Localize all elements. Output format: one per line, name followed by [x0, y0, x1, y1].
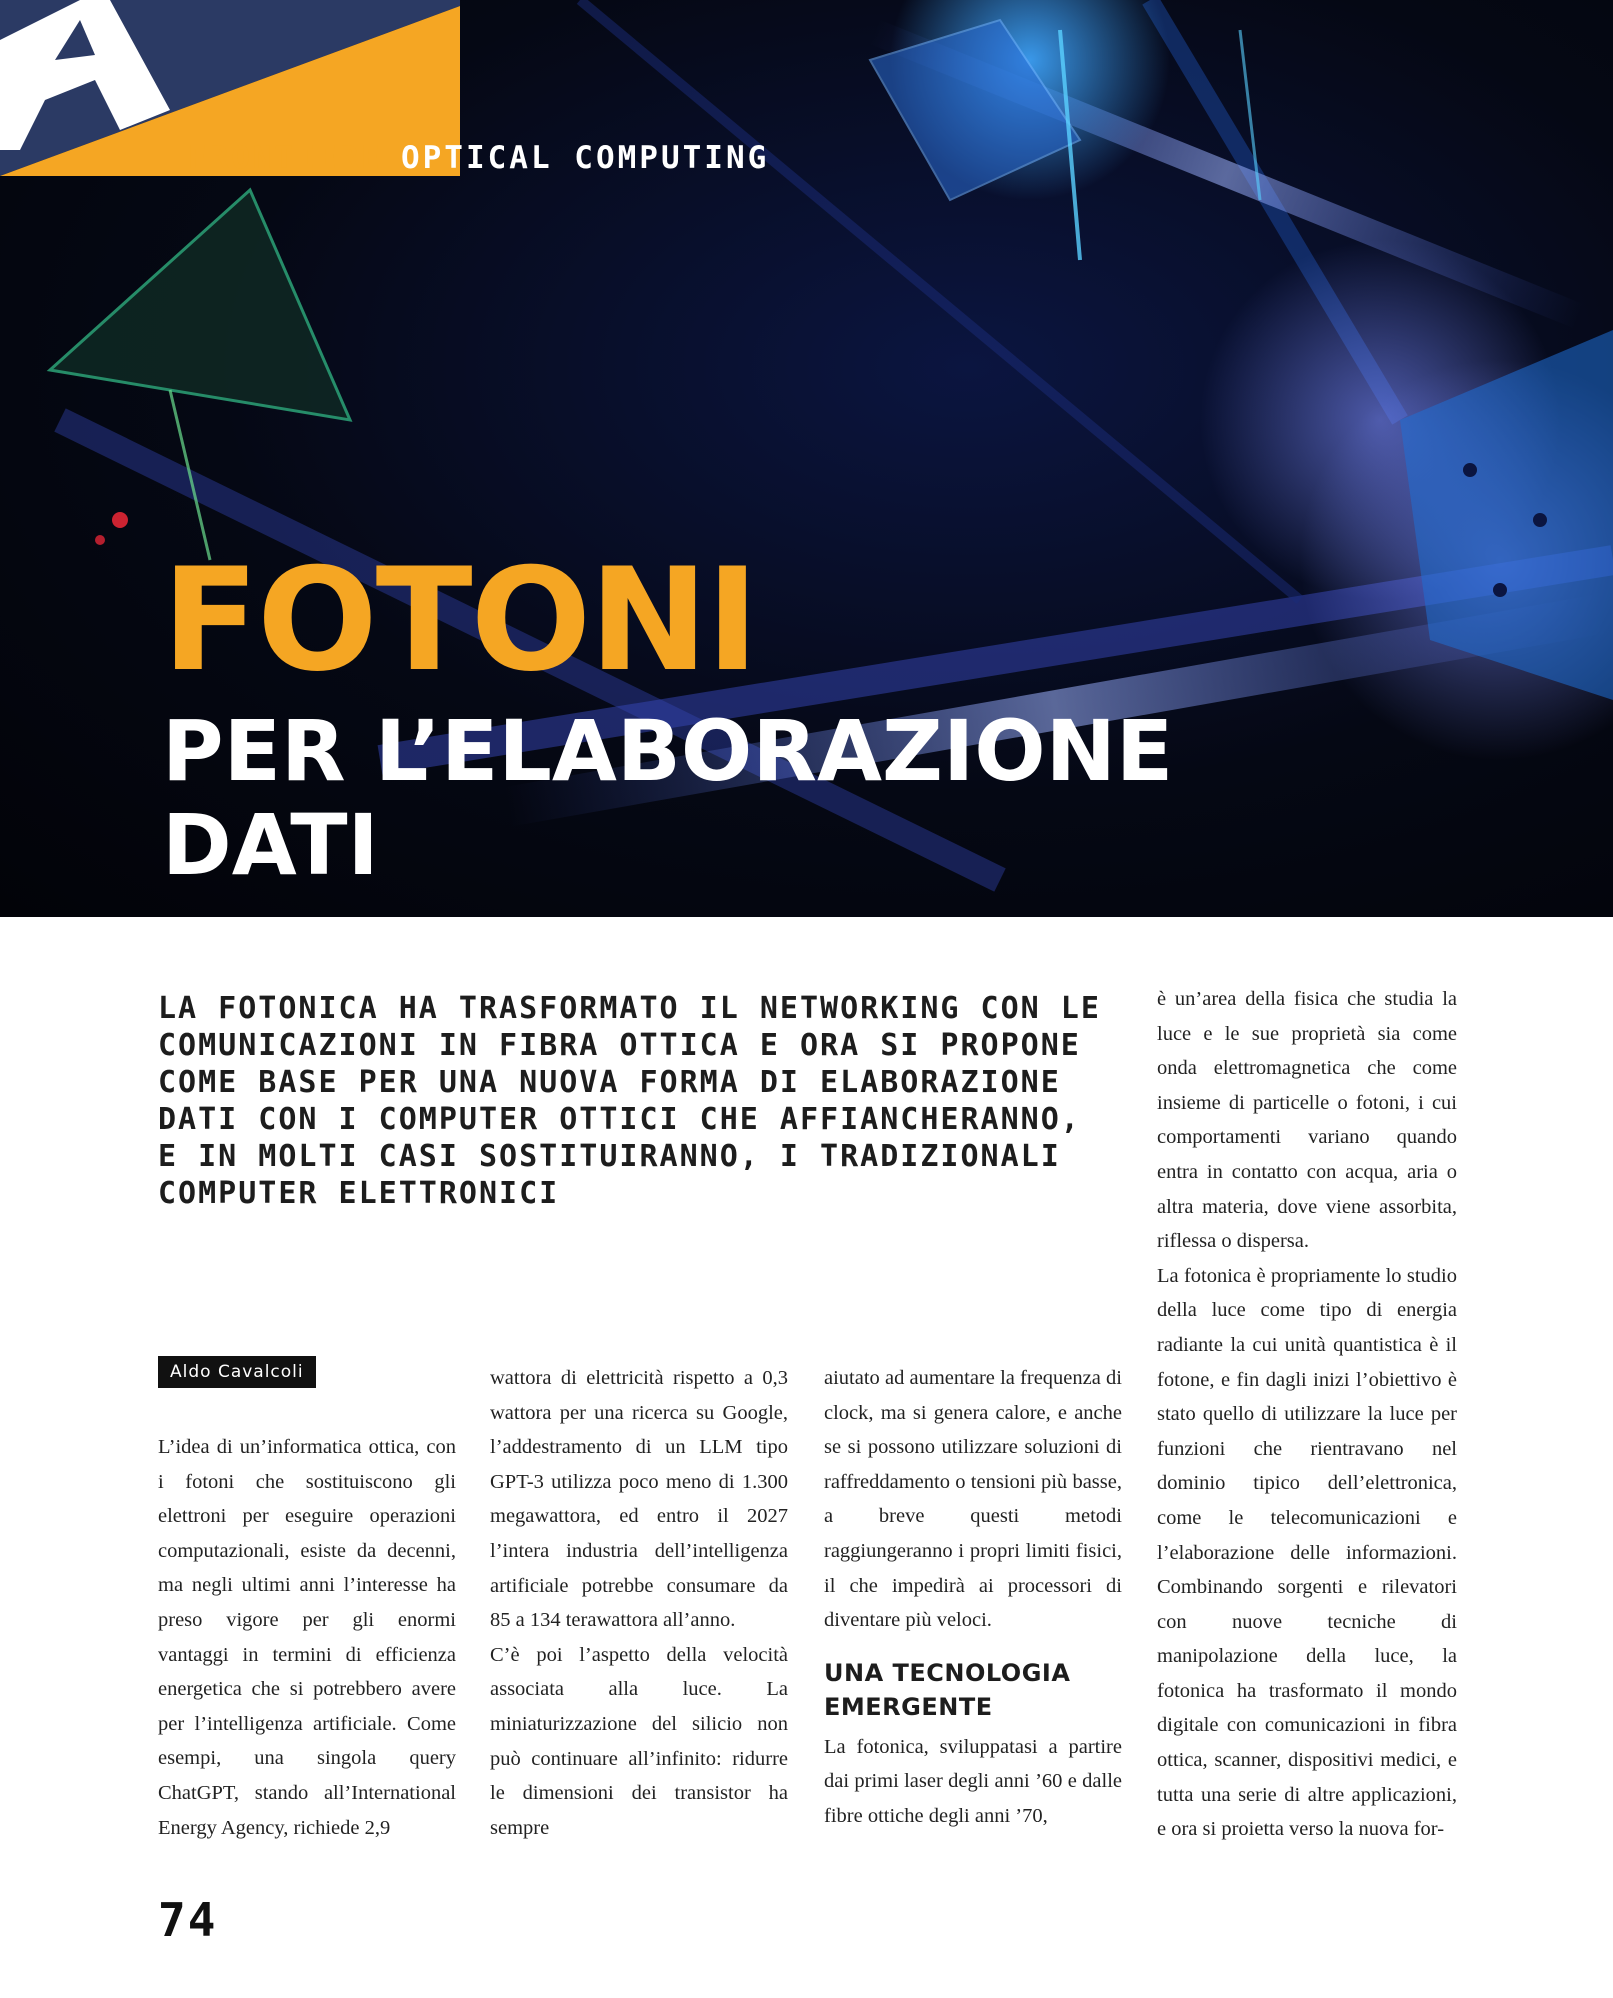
- article-column-1: [158, 1430, 456, 1845]
- paragraph: L’idea di un’informatica ottica, con i fotoni che sostituiscono gli elettroni per eseguire operazioni computazionali, esiste da decenni, ma negli ultimi anni l’interesse ha preso vigore per gli enormi vantaggi in termini di efficienza energetica che si potrebbero avere per l’intelligenza artificiale. Come esempi, una singola query ChatGPT, stando all’International Energy Agency, richiede 2,9: [158, 1436, 456, 1839]
- page-number: 74: [158, 1893, 218, 1947]
- paragraph: aiutato ad aumentare la frequenza di clock, ma si genera calore, e anche se si possono utilizzare soluzioni di raffreddamento o tensioni più basse, a breve questi metodi raggiungeranno i propri limiti fisici, il che impedirà ai processori di diventare più veloci.: [824, 1367, 1122, 1632]
- article-column-4: [1157, 982, 1457, 1847]
- section-subheading: UNA TECNOLOGIA EMERGENTE: [824, 1658, 1071, 1721]
- section-kicker: [188, 140, 769, 176]
- section-label: FRONTIERE: [188, 140, 383, 176]
- headline-line3: DATI: [162, 796, 379, 894]
- paragraph: La fotonica, sviluppatasi a partire dai primi laser degli anni ’60 e dalle fibre ottiche degli anni ’70,: [824, 1735, 1122, 1827]
- topic-label: OPTICAL COMPUTING: [400, 140, 770, 176]
- article-column-2: [490, 1361, 788, 1845]
- hero-image: [0, 0, 1613, 917]
- headline-main: FOTONI: [162, 538, 757, 703]
- paragraph: La fotonica è propriamente lo studio della luce come tipo di energia radiante la cui unità quantistica è il fotone, e fin dagli inizi l’obiettivo è stato quello di utilizzare la luce per funzioni che rientravano nel dominio tipico dell’elettronica, come le telecomunicazioni e l’elaborazione delle informazioni. Combinando sorgenti e rilevatori con nuove tecniche di manipolazione della luce, la fotonica ha trasformato il mondo digitale con comunicazioni in fibra ottica, scanner, dispositivi medici, e tutta una serie di altre applicazioni, e ora si proietta verso la nuova for-: [1157, 1264, 1457, 1841]
- author-byline: Aldo Cavalcoli: [158, 1356, 316, 1388]
- article-column-3: [824, 1361, 1122, 1834]
- paragraph: wattora di elettricità rispetto a 0,3 wattora per una ricerca su Google, l’addestramento di un LLM tipo GPT-3 utilizza poco meno di 1.300 megawattora, ed entro il 2027 l’intera industria dell’intelligenza artificiale potrebbe consumare da 85 a 134 terawattora all’anno.: [490, 1367, 788, 1632]
- paragraph: è un’area della fisica che studia la luce e le sue proprietà sia come onda elettromagnetica che come insieme di particelle o fotoni, i cui comportamenti variano quando entra in contatto con acqua, aria o altra materia, dove viene assorbita, riflessa o dispersa.: [1157, 988, 1457, 1253]
- headline-sub: [162, 704, 1173, 892]
- lead-paragraph: LA FOTONICA HA TRASFORMATO IL NETWORKING CON LE COMUNICAZIONI IN FIBRA OTTICA E ORA SI PROPONE COME BASE PER UNA NUOVA FORMA DI ELABORAZIONE DATI CON I COMPUTER OTTICI CHE AFFIANCHERANNO, E IN MOLTI CASI SOSTITUIRANNO, I TRADIZIONALI COMPUTER ELETTRONICI: [158, 991, 1101, 1211]
- paragraph: C’è poi l’aspetto della velocità associata alla luce. La miniaturizzazione del silicio non può continuare all’infinito: ridurre le dimensioni dei transistor ha sempre: [490, 1643, 788, 1839]
- headline-line2: PER L’ELABORAZIONE: [162, 702, 1174, 800]
